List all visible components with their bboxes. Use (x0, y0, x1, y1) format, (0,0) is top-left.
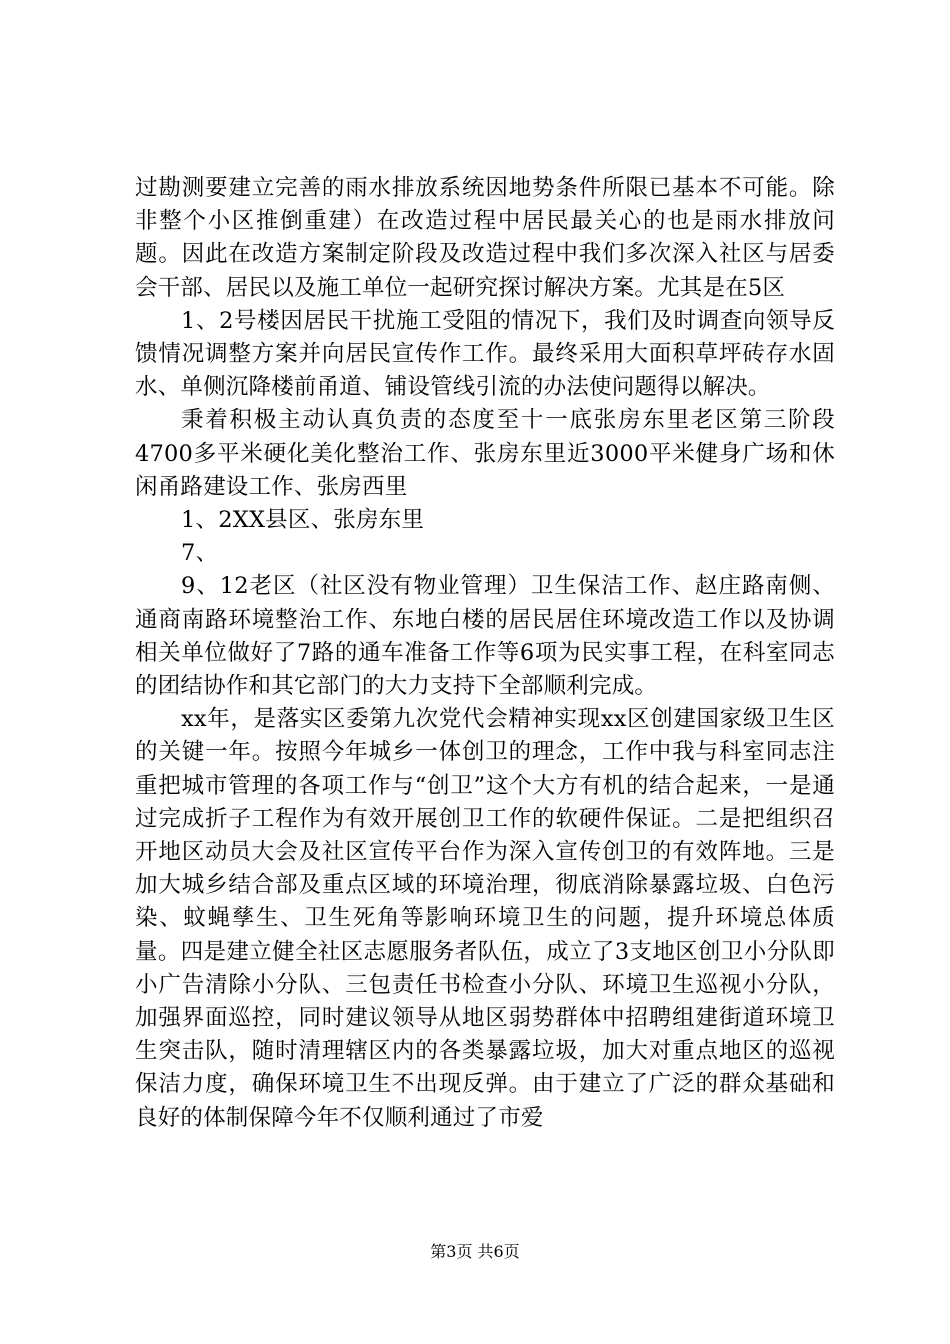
paragraph-4: 1、2XX县区、张房东里 (181, 507, 425, 534)
page-footer (0, 1241, 950, 1263)
paragraph-7: xx年，是落实区委第九次党代会精神实现xx区创建国家级卫生区的关键一年。按照今年城乡一体创卫的理念，工作中我与科室同志注重把城市管理的各项工作与“创卫”这个大方有机的结合起来，一是通过完成折子工程作为有效开展创卫工作的软硬件保证。二是把组织召开地区动员大会及社区宣传平台作为深入宣传创卫的有效阵地。三是加大城乡结合部及重点区域的环境治理，彻底消除暴露垃圾、白色污染、蚊蝇孳生、卫生死角等影响环境卫生的问题，提升环境总体质量。四是建立健全社区志愿服务者队伍，成立了3支地区创卫小分队即小广告清除小分队、三包责任书检查小分队、环境卫生巡视小分队，加强界面巡控，同时建议领导从地区弱势群体中招聘组建街道环境卫生突击队，随时清理辖区内的各类暴露垃圾，加大对重点地区的巡视保洁力度，确保环境卫生不出现反弹。由于建立了广泛的群众基础和良好的体制保障今年不仅顺利通过了市爱 (135, 706, 835, 1131)
page-number: 第3页 共6页 (430, 1242, 520, 1261)
paragraph-5: 7、 (181, 540, 219, 567)
paragraph-2: 1、2号楼因居民干扰施工受阻的情况下，我们及时调查向领导反馈情况调整方案并向居民宣传作工作。最终采用大面积草坪砖存水固水、单侧沉降楼前甬道、铺设管线引流的办法使问题得以解决。 (135, 307, 835, 401)
paragraph-6: 9、12老区（社区没有物业管理）卫生保洁工作、赵庄路南侧、通商南路环境整治工作、东地白楼的居民居住环境改造工作以及协调相关单位做好了7路的通车准备工作等6项为民实事工程，在科室同志的团结协作和其它部门的大力支持下全部顺利完成。 (135, 573, 835, 700)
paragraph-1: 过勘测要建立完善的雨水排放系统因地势条件所限已基本不可能。除非整个小区推倒重建）在改造过程中居民最关心的也是雨水排放问题。因此在改造方案制定阶段及改造过程中我们多次深入社区与居委会干部、居民以及施工单位一起研究探讨解决方案。尤其是在5区 (135, 175, 835, 301)
document-body (135, 172, 835, 1135)
paragraph-3: 秉着积极主动认真负责的态度至十一底张房东里老区第三阶段4700多平米硬化美化整治工作、张房东里近3000平米健身广场和休闲甬路建设工作、张房西里 (135, 407, 835, 500)
